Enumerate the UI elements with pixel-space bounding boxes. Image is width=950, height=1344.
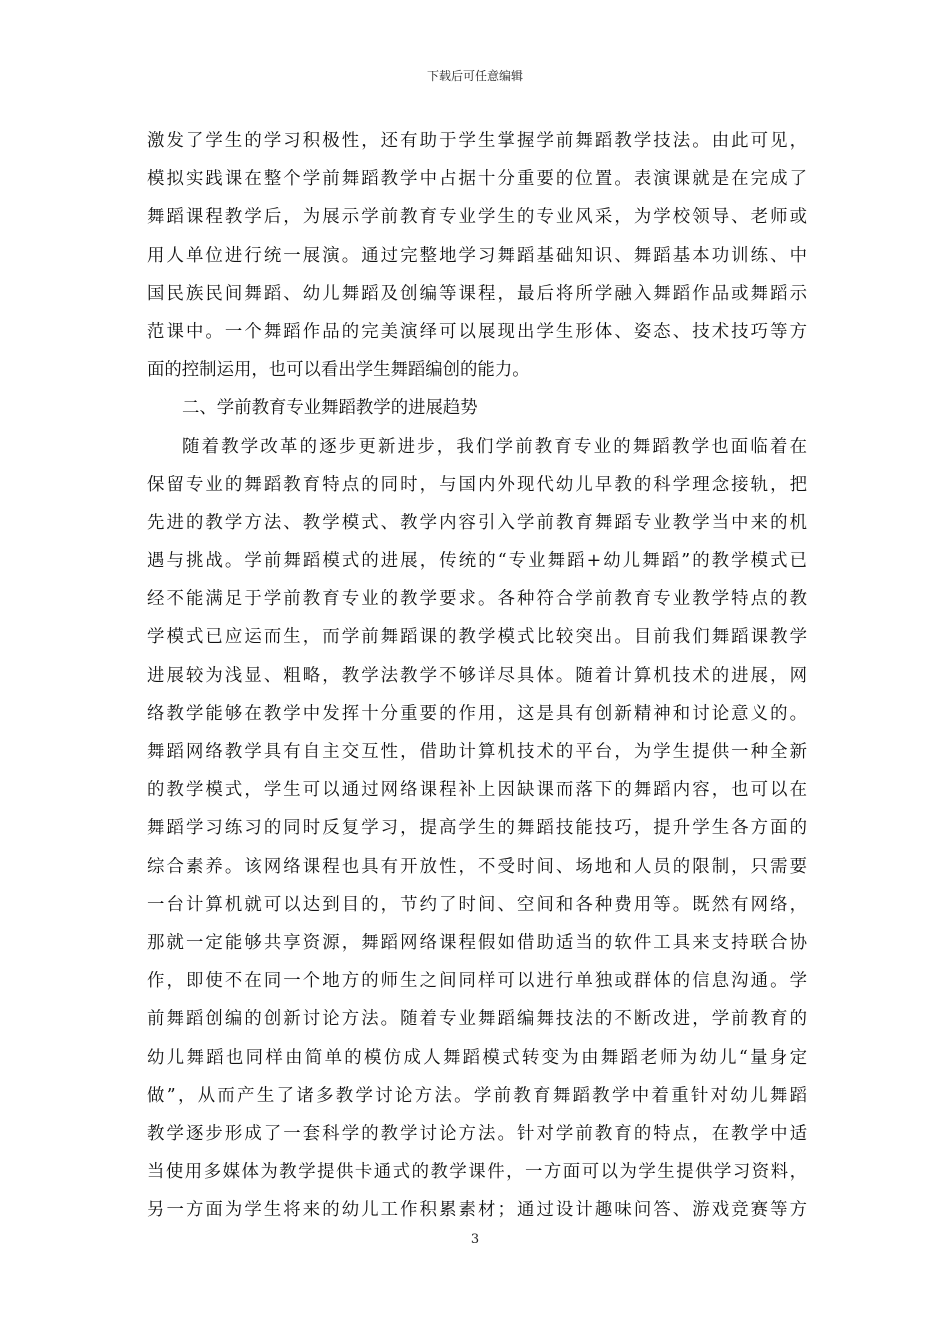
text-line: 教学逐步形成了一套科学的教学讨论方法。针对学前教育的特点，在教学中适 (147, 1123, 807, 1144)
text-line: 先进的教学方法、教学模式、教学内容引入学前教育舞蹈专业教学当中来的机 (147, 512, 807, 533)
text-line: 另一方面为学生将来的幼儿工作积累素材；通过设计趣味问答、游戏竞赛等方 (147, 1200, 807, 1221)
page-number: 3 (470, 1232, 480, 1247)
text-line: 做”，从而产生了诸多教学讨论方法。学前教育舞蹈教学中着重针对幼儿舞蹈 (147, 1085, 807, 1106)
text-line: 模拟实践课在整个学前舞蹈教学中占据十分重要的位置。表演课就是在完成了 (147, 169, 807, 190)
text-line: 那就一定能够共享资源，舞蹈网络课程假如借助适当的软件工具来支持联合协 (147, 932, 807, 953)
text-line: 进展较为浅显、粗略，教学法教学不够详尽具体。随着计算机技术的进展，网 (147, 665, 807, 686)
text-line: 综合素养。该网络课程也具有开放性，不受时间、场地和人员的限制，只需要 (147, 856, 807, 877)
document-body (147, 122, 807, 1229)
text-line: 遇与挑战。学前舞蹈模式的进展，传统的“专业舞蹈+幼儿舞蹈”的教学模式已 (147, 551, 807, 572)
text-line: 舞蹈网络教学具有自主交互性，借助计算机技术的平台，为学生提供一种全新 (147, 742, 807, 762)
text-line: 范课中。一个舞蹈作品的完美演绎可以展现出学生形体、姿态、技术技巧等方 (147, 321, 807, 342)
text-line: 当使用多媒体为教学提供卡通式的教学课件，一方面可以为学生提供学习资料， (147, 1162, 807, 1183)
text-line: 学模式已应运而生，而学前舞蹈课的教学模式比较突出。目前我们舞蹈课教学 (147, 627, 807, 648)
text-line: 一台计算机就可以达到目的，节约了时间、空间和各种费用等。既然有网络， (147, 894, 807, 915)
text-line: 面的控制运用，也可以看出学生舞蹈编创的能力。 (147, 360, 530, 381)
text-line: 经不能满足于学前教育专业的教学要求。各种符合学前教育专业教学特点的教 (147, 589, 807, 610)
text-line: 国民族民间舞蹈、幼儿舞蹈及创编等课程，最后将所学融入舞蹈作品或舞蹈示 (147, 283, 807, 304)
text-line: 的教学模式，学生可以通过网络课程补上因缺课而落下的舞蹈内容，也可以在 (147, 780, 807, 801)
text-line: 作，即使不在同一个地方的师生之间同样可以进行单独或群体的信息沟通。学 (147, 971, 807, 992)
page-header-note: 下载后可任意编辑 (426, 69, 523, 83)
text-line: 络教学能够在教学中发挥十分重要的作用，这是具有创新精神和讨论意义的。 (147, 703, 807, 724)
text-line: 幼儿舞蹈也同样由简单的模仿成人舞蹈模式转变为由舞蹈老师为幼儿“量身定 (147, 1047, 807, 1068)
text-line: 激发了学生的学习积极性，还有助于学生掌握学前舞蹈教学技法。由此可见， (147, 131, 807, 151)
text-line: 舞蹈课程教学后，为展示学前教育专业学生的专业风采，为学校领导、老师或 (147, 207, 807, 228)
text-line: 舞蹈学习练习的同时反复学习，提高学生的舞蹈技能技巧，提升学生各方面的 (147, 818, 807, 839)
text-line: 保留专业的舞蹈教育特点的同时，与国内外现代幼儿早教的科学理念接轨，把 (147, 474, 807, 495)
section-heading: 二、学前教育专业舞蹈教学的进展趋势 (182, 398, 478, 419)
text-line: 用人单位进行统一展演。通过完整地学习舞蹈基础知识、舞蹈基本功训练、中 (147, 245, 807, 266)
text-line: 随着教学改革的逐步更新进步，我们学前教育专业的舞蹈教学也面临着在 (182, 436, 807, 457)
text-line: 前舞蹈创编的创新讨论方法。随着专业舞蹈编舞技法的不断改进，学前教育的 (147, 1009, 807, 1030)
